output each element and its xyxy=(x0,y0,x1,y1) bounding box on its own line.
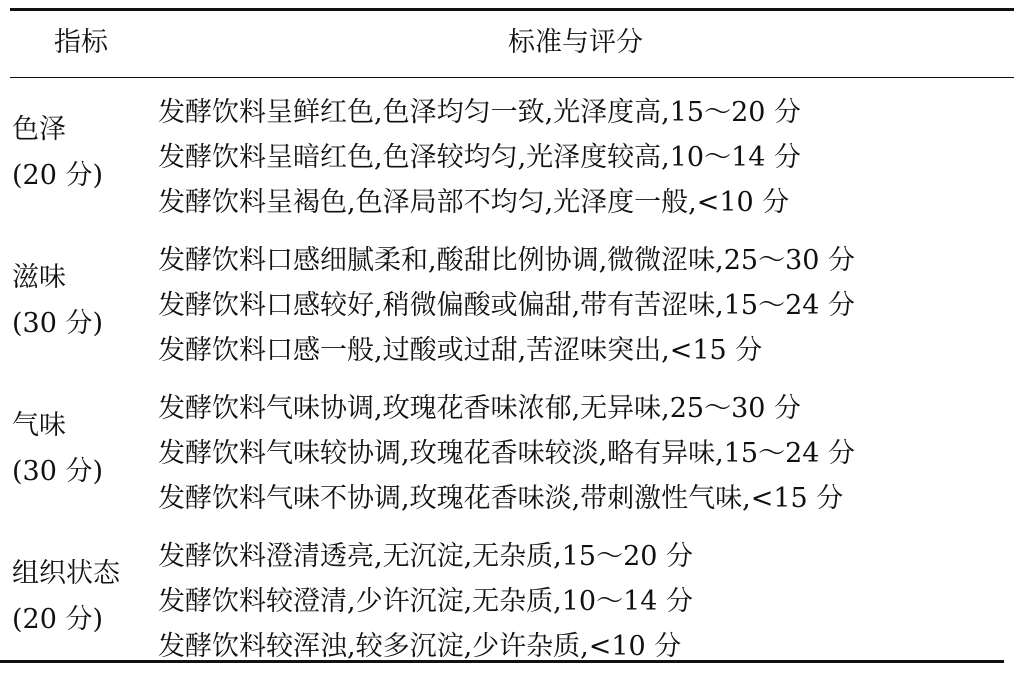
criterion-item: 发酵饮料呈褐色,色泽局部不均匀,光泽度一般,<10 分 xyxy=(158,187,790,218)
table-row-aroma xyxy=(10,380,1014,528)
table-header xyxy=(10,11,1014,77)
criteria-list xyxy=(158,90,801,225)
indicator-name: 气味 xyxy=(12,410,66,441)
indicator-name: 滋味 xyxy=(12,262,66,293)
table-row-taste xyxy=(10,232,1014,380)
criterion-item: 发酵饮料较浑浊,较多沉淀,少许杂质,<10 分 xyxy=(158,631,682,662)
indicator-score: (20 分) xyxy=(12,604,104,635)
header-standard: 标准与评分 xyxy=(508,27,643,58)
criterion-item: 发酵饮料口感细腻柔和,酸甜比例协调,微微涩味,25～30 分 xyxy=(158,245,856,276)
criteria-list xyxy=(158,386,855,521)
bottom-rule xyxy=(0,660,1004,663)
table-row-color xyxy=(10,84,1014,232)
criterion-item: 发酵饮料呈鲜红色,色泽均匀一致,光泽度高,15～20 分 xyxy=(158,97,802,128)
indicator-name: 组织状态 xyxy=(12,558,120,589)
header-indicator: 指标 xyxy=(54,27,108,58)
criteria-list xyxy=(158,238,855,373)
criterion-item: 发酵饮料较澄清,少许沉淀,无杂质,10～14 分 xyxy=(158,586,694,617)
criterion-item: 发酵饮料气味不协调,玫瑰花香味淡,带刺激性气味,<15 分 xyxy=(158,483,844,514)
criterion-item: 发酵饮料气味协调,玫瑰花香味浓郁,无异味,25～30 分 xyxy=(158,393,802,424)
indicator-score: (20 分) xyxy=(12,160,104,191)
criterion-item: 发酵饮料口感一般,过酸或过甜,苦涩味突出,<15 分 xyxy=(158,335,763,366)
criterion-item: 发酵饮料澄清透亮,无沉淀,无杂质,15～20 分 xyxy=(158,541,694,572)
criterion-item: 发酵饮料口感较好,稍微偏酸或偏甜,带有苦涩味,15～24 分 xyxy=(158,290,856,321)
indicator-score: (30 分) xyxy=(12,456,104,487)
criterion-item: 发酵饮料气味较协调,玫瑰花香味较淡,略有异味,15～24 分 xyxy=(158,438,856,469)
header-rule xyxy=(10,77,1014,78)
scoring-table xyxy=(10,8,1014,676)
table-row-texture xyxy=(10,528,1014,676)
indicator-score: (30 分) xyxy=(12,308,104,339)
criterion-item: 发酵饮料呈暗红色,色泽较均匀,光泽度较高,10～14 分 xyxy=(158,142,802,173)
indicator-name: 色泽 xyxy=(12,114,66,145)
criteria-list xyxy=(158,534,693,669)
